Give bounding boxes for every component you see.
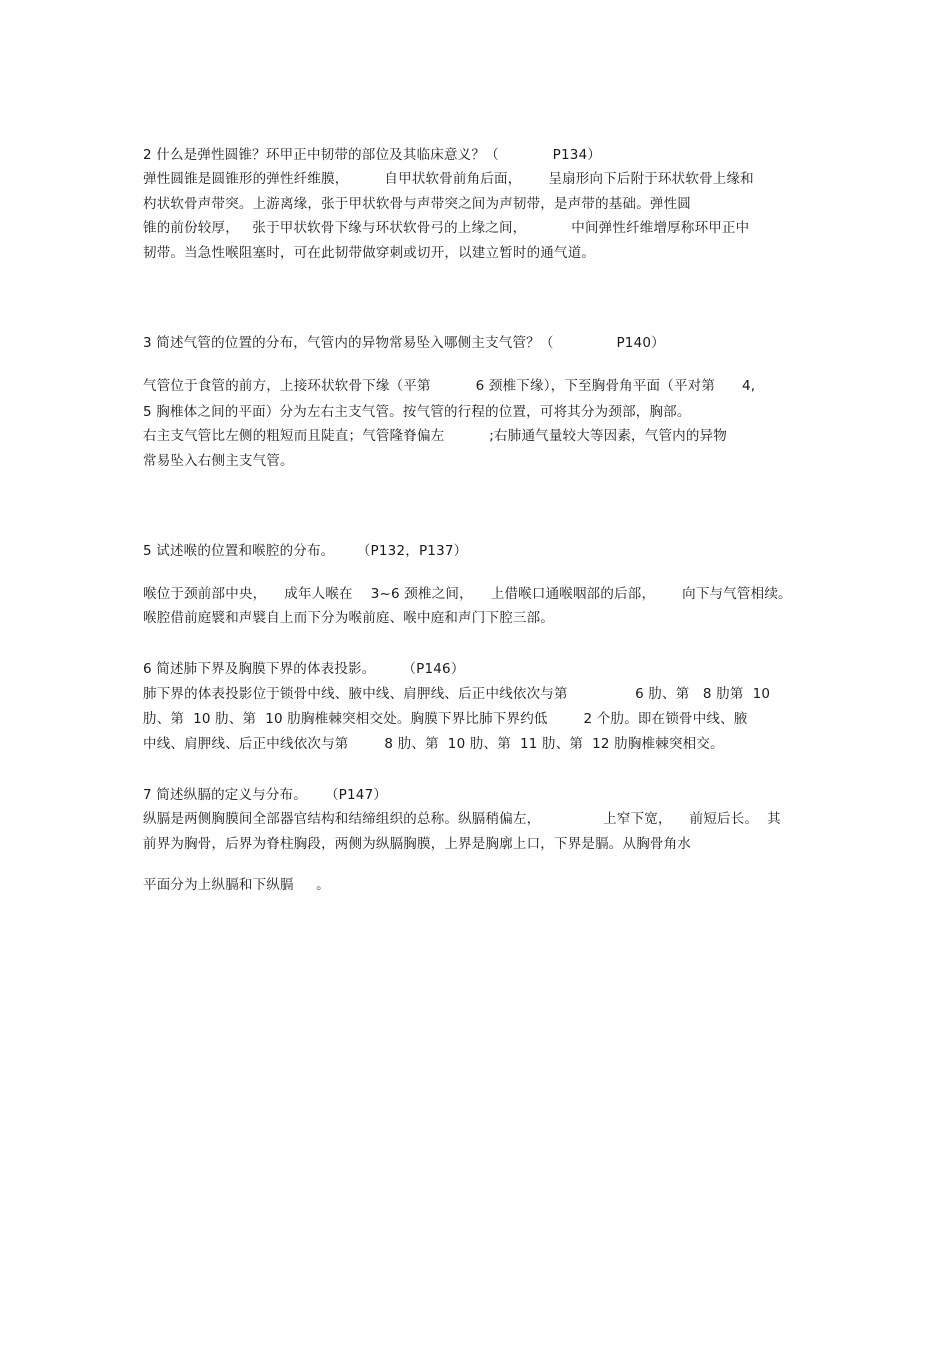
- question-6-title: 6 简述肺下界及胸膜下界的体表投影。 （P146）: [143, 661, 465, 677]
- question-6-answer-line-1: 肺下界的体表投影位于锁骨中线、腋中线、肩胛线、后正中线依次与第 6 肋、第 8 肋第 10: [143, 686, 771, 702]
- question-3-answer-line-2: 5 胸椎体之间的平面）分为左右主支气管。按气管的行程的位置，可将其分为颈部，胸部。: [143, 404, 691, 420]
- question-3-title: 3 简述气管的位置的分布，气管内的异物常易坠入哪侧主支气管？（ P140）: [143, 335, 665, 351]
- question-2-title: 2 什么是弹性圆锥？环甲正中韧带的部位及其临床意义？（ P134）: [143, 147, 602, 163]
- question-7-answer-line-3: 平面分为上纵膈和下纵膈 。: [143, 877, 330, 893]
- question-2-answer-line-3: 锥的前份较厚， 张于甲状软骨下缘与环状软骨弓的上缘之间， 中间弹性纤维增厚称环甲正中: [143, 220, 750, 236]
- question-5-answer-line-2: 喉腔借前庭襞和声襞自上而下分为喉前庭、喉中庭和声门下腔三部。: [143, 610, 554, 626]
- question-6-answer-line-2: 肋、第 10 肋、第 10 肋胸椎棘突相交处。胸膜下界比肺下界约低 2 个肋。即在锁骨中线、腋: [143, 711, 748, 727]
- question-7-title: 7 简述纵膈的定义与分布。 （P147）: [143, 787, 388, 803]
- question-2-answer-line-1: 弹性圆锥是圆锥形的弹性纤维膜， 自甲状软骨前角后面， 呈扇形向下后附于环状软骨上缘和: [143, 171, 754, 187]
- question-5-title: 5 试述喉的位置和喉腔的分布。 （P132，P137）: [143, 543, 468, 559]
- question-3-answer-line-1: 气管位于食管的前方，上接环状软骨下缘（平第 6 颈椎下缘），下至胸骨角平面（平对第 4,: [143, 378, 756, 394]
- question-5-answer-line-1: 喉位于颈前部中央， 成年人喉在 3~6 颈椎之间， 上借喉口通喉咽部的后部， 向下与气管相续。: [143, 586, 792, 602]
- question-3-answer-line-3: 右主支气管比左侧的粗短而且陡直；气管隆脊偏左 ;右肺通气量较大等因素，气管内的异物: [143, 428, 727, 444]
- question-3-answer-line-4: 常易坠入右侧主支气管。: [143, 453, 294, 469]
- question-7-answer-line-2: 前界为胸骨，后界为脊柱胸段，两侧为纵膈胸膜，上界是胸廓上口，下界是膈。从胸骨角水: [143, 836, 691, 852]
- question-7-answer-line-1: 纵膈是两侧胸膜间全部器官结构和结缔组织的总称。纵膈稍偏左， 上窄下宽， 前短后长。 其: [143, 811, 781, 827]
- question-2-answer-line-2: 杓状软骨声带突。上游离缘，张于甲状软骨与声带突之间为声韧带，是声带的基础。弹性圆: [143, 196, 691, 212]
- question-2-answer-line-4: 韧带。当急性喉阻塞时，可在此韧带做穿刺或切开，以建立暂时的通气道。: [143, 245, 596, 261]
- question-6-answer-line-3: 中线、肩胛线、后正中线依次与第 8 肋、第 10 肋、第 11 肋、第 12 肋胸椎棘突相交。: [143, 736, 724, 752]
